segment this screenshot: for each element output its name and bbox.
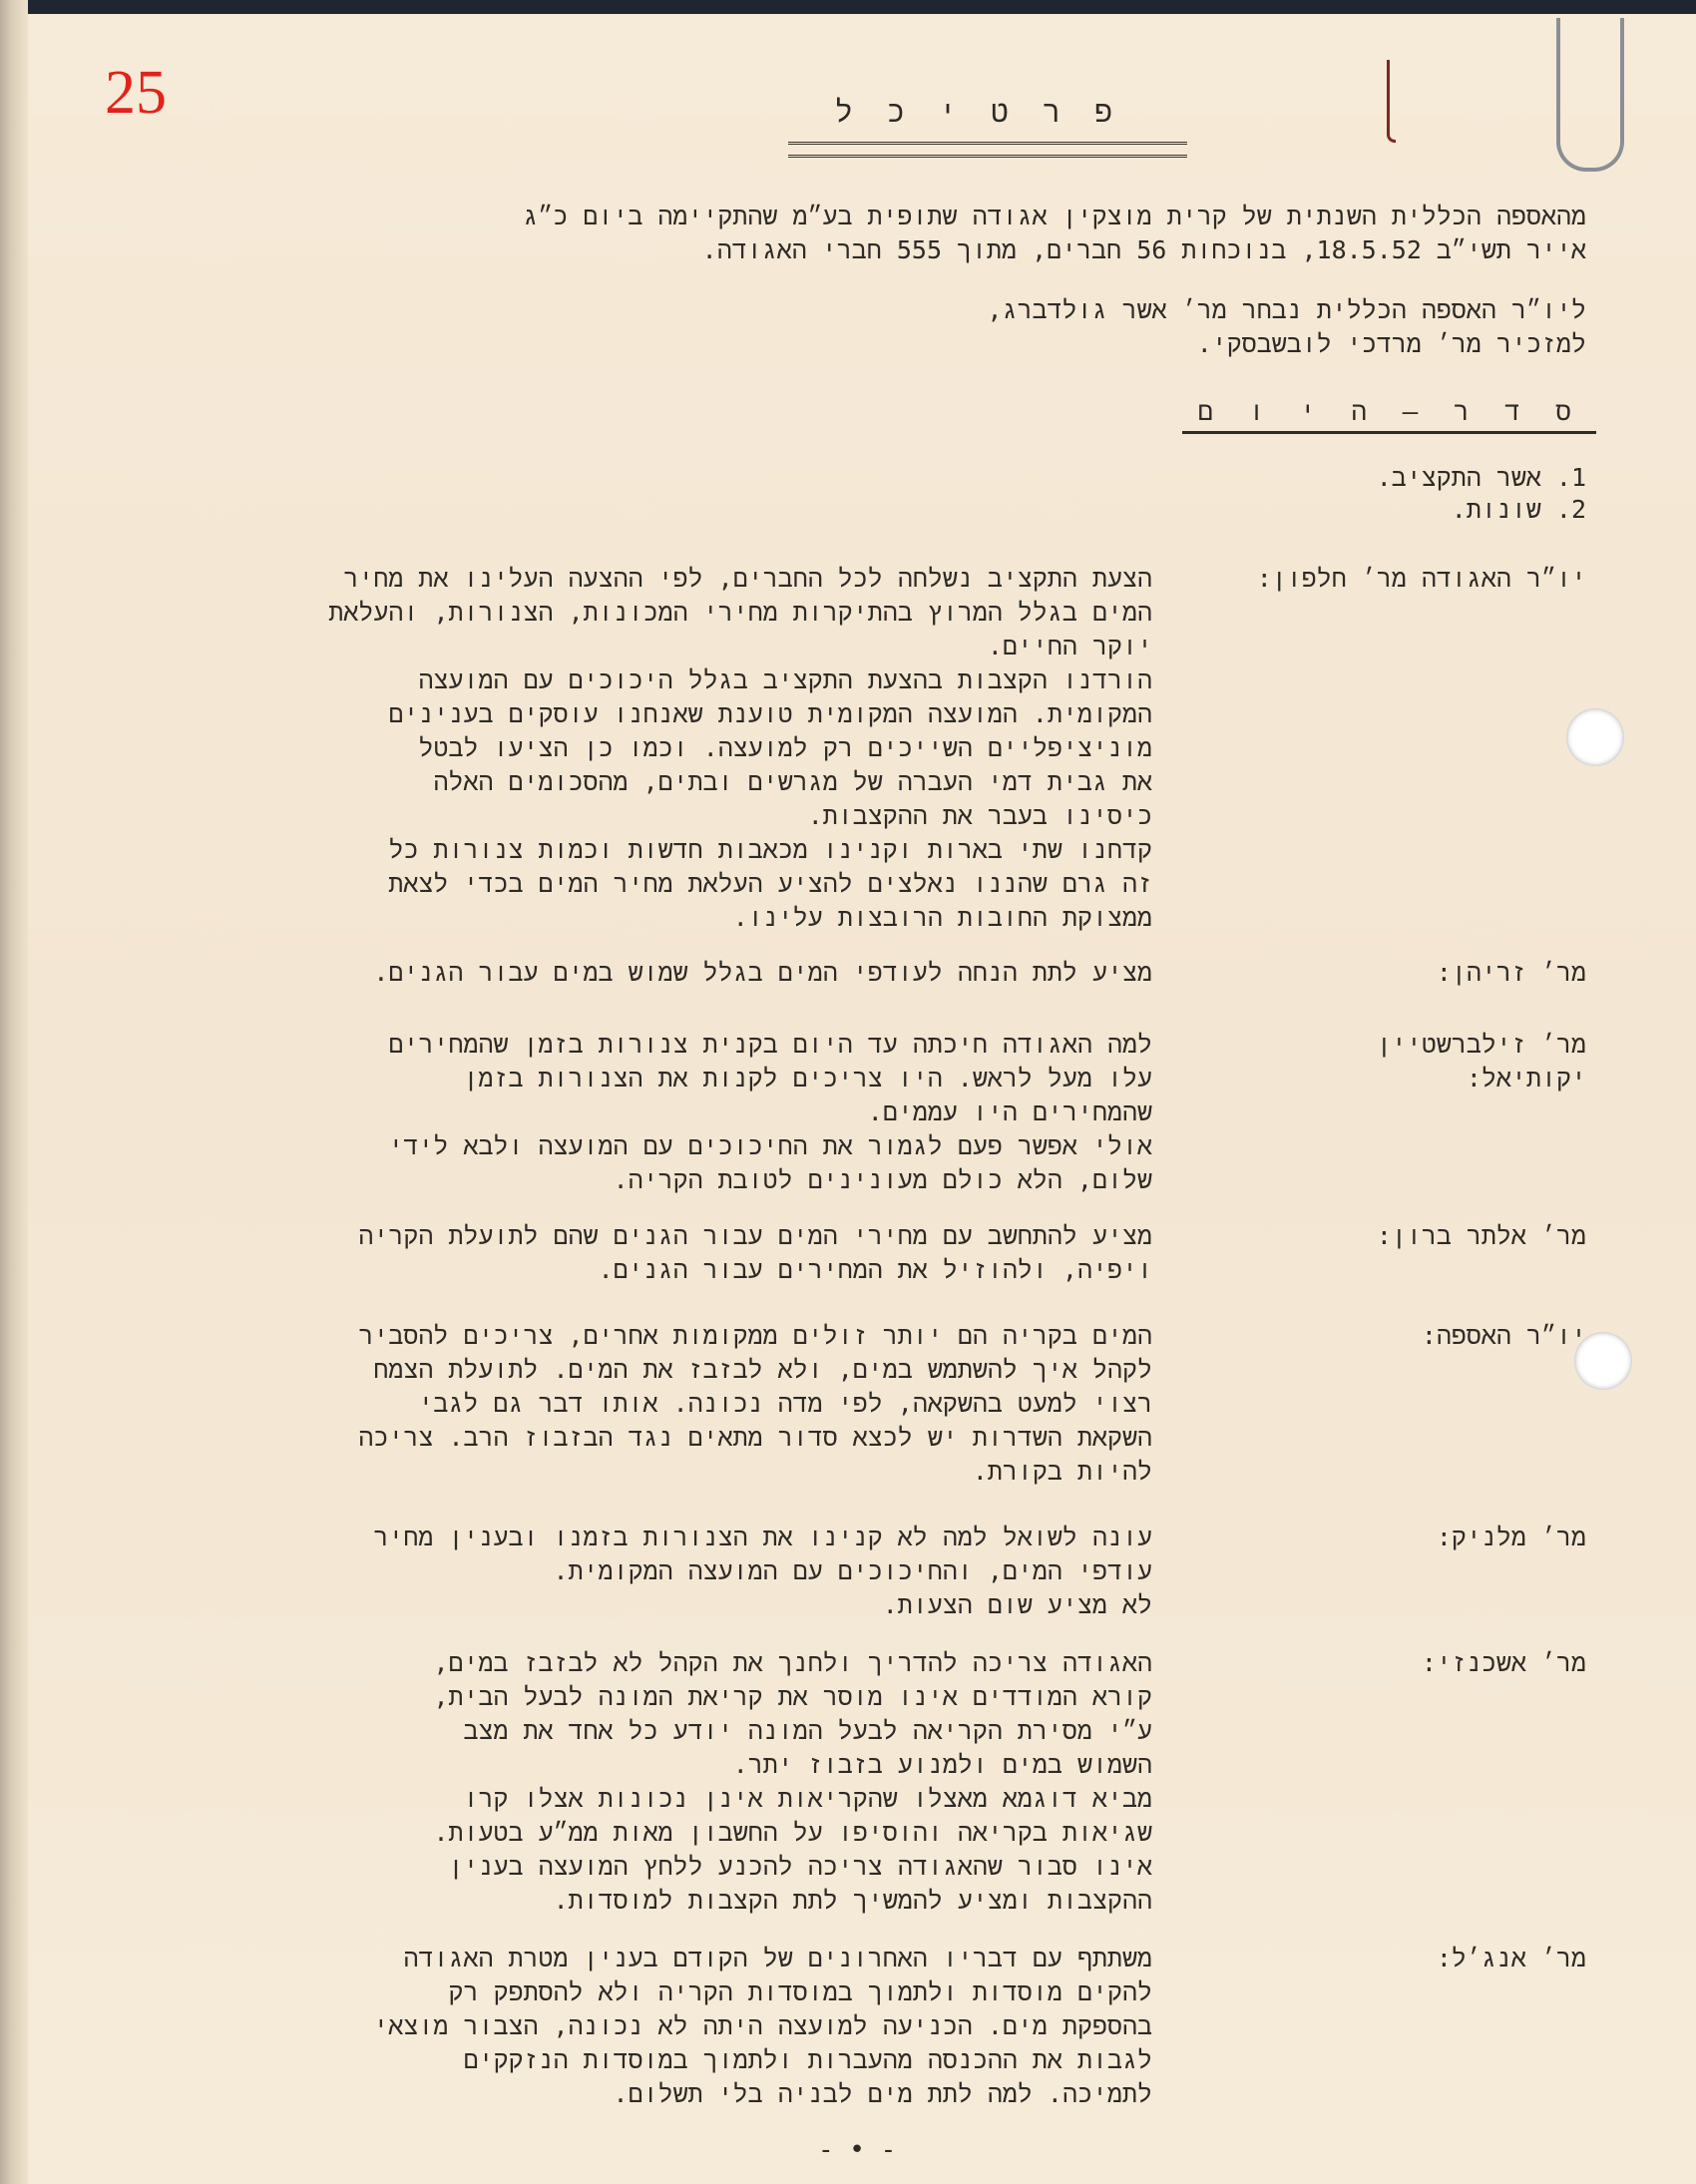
speech-line: משתתף עם דבריו האחרונים של הקודם בענין מטרת האגודה [403,1944,1152,1972]
scan-left-edge [0,0,28,2184]
speech-line: ממצוקת החובות הרובצות עלינו. [732,903,1152,932]
speaker-name-line: מר׳ אנג׳ל: [1436,1944,1586,1972]
speech-line: השקאת השדרות יש לכצא סדור מתאים נגד הבזבוז הרב. צריכה [358,1423,1152,1452]
speaker-name-line: מר׳ אשכנזי: [1421,1648,1586,1677]
speaker-name [1347,1942,1586,1975]
speaker-name [1256,562,1586,596]
speech-line: בהספקת מים. הכניעה למועצה היתה לא נכונה, הצבור מוצאי [373,2011,1152,2040]
speech-line: הורדנו הקצבות בהצעת התקציב בגלל היכוכים עם המועצה [418,665,1152,694]
speech-text [358,1219,1152,1287]
speech-line: יוקר החיים. [987,632,1152,660]
speech-line: האגודה צריכה להדריך ולחנך את הקהל לא לבזבז במים, [433,1648,1152,1677]
speaker-name [1347,1028,1586,1095]
speech-line: מציע לתת הנחה לעודפי המים בגלל שמוש במים עבור הגנים. [373,958,1152,987]
speech-line: ויפיה, ולהוזיל את המחירים עבור הגנים. [598,1255,1152,1284]
speech-line: לגבות את ההכנסה מהעברות ולתמוך במוסדות הנזקקים [463,2045,1152,2074]
speech-line: ע״י מסירת הקריאה לבעל המונה יודע כל אחד את מצב [463,1716,1152,1745]
speech-line: הצעת התקציב נשלחה לכל החברים, לפי ההצעה העלינו את מחיר [343,564,1152,593]
speech-line: המים בקריה הם יותר זולים ממקומות אחרים, צריכים להסביר [358,1321,1152,1350]
speaker-name-line: מר׳ זילברשטיין [1376,1030,1586,1059]
speech-line: להקים מוסדות ולתמוך במוסדות הקריה ולא להסתפק רק [448,1977,1152,2006]
officers-line: למזכיר מר׳ מרדכי לובשבסקי. [1196,329,1586,358]
page-footer-mark: - • - [818,2135,897,2165]
agenda-heading-underline [1182,431,1596,434]
speech-line: להיות בקורת. [972,1457,1152,1486]
intro-line: מהאספה הכללית השנתית של קרית מוצקין אגודה שתופית בע״מ שהתקיימה ביום כ״ג [523,202,1586,230]
speech-line: קדחנו שתי בארות וקנינו מכאבות חדשות וכמות צנורות כל [388,835,1152,864]
speech-line: עלו מעל לראש. היו צריכים לקנות את הצנורות בזמן [463,1064,1152,1092]
title-underline [788,142,1187,158]
speech-line: עונה לשואל למה לא קנינו את הצנורות בזמנו ובענין מחיר [373,1523,1152,1551]
intro-line: אייר תשי״ב 18.5.52, בנוכחות 56 חברים, מתוך 555 חברי האגודה. [701,235,1586,264]
speech-line: מביא דוגמא מאצלו שהקריאות אינן נכונות אצלו קרו [463,1784,1152,1813]
speaker-name-line: מר׳ זריהן: [1436,958,1586,987]
speech-line: שהמחירים היו עממים. [867,1097,1152,1126]
speech-line: שגיאות בקריאה והוסיפו על החשבון מאות ממ״ע בטעות. [433,1818,1152,1847]
agenda-heading: ס ד ר – ה י ו ם [1197,397,1581,427]
speech-line: המים בגלל המרוץ בהתיקרות מחירי המכונות, הצנורות, והעלאת [328,598,1152,627]
speech-line: למה האגודה חיכתה עד היום בקנית צנורות בזמן שהמחירים [388,1030,1152,1059]
speech-line: את גבית דמי העברה של מגרשים ובתים, מהסכומים האלה [433,767,1152,796]
speech-text [433,1646,1152,1918]
speech-line: כיסינו בעבר את ההקצבות. [807,801,1152,830]
speech-line: לתמיכה. למה לתת מים לבניה בלי תשלום. [613,2079,1152,2108]
speech-line: מציע להתחשב עם מחירי המים עבור הגנים שהם לתועלת הקריה [358,1221,1152,1250]
agenda-item: 2. שונות. [1451,495,1586,524]
speaker-name [1347,1219,1586,1253]
speech-line: קורא המודדים אינו מוסר את קריאת המונה לבעל הבית, [433,1682,1152,1711]
speech-line: לא מציע שום הצעות. [882,1590,1152,1619]
officers-line: ליו״ר האספה הכללית נבחר מר׳ אשר גולדברג, [987,295,1586,324]
agenda-item: 1. אשר התקציב. [1376,463,1586,492]
speech-text [373,1521,1152,1622]
speaker-name-line: יו״ר האגודה מר׳ חלפון: [1256,564,1586,593]
speech-line: לקהל איך להשתמש במים, ולא לבזבז את המים. לתועלת הצמח [373,1355,1152,1384]
speech-line: אינו סבור שהאגודה צריכה להכנע ללחץ המועצה בענין [448,1852,1152,1881]
speech-text [328,562,1152,935]
speaker-name [1347,1646,1586,1680]
speech-line: המקומית. המועצה המקומית טוענת שאנחנו עוסקים בענינים [388,699,1152,728]
speech-text [373,1942,1152,2111]
speech-line: מוניציפליים השייכים רק למועצה. וכמו כן הציעו לבטל [418,733,1152,762]
speech-line: שלום, הלא כולם מעונינים לטובת הקריה. [613,1165,1152,1194]
page-number: 25 [105,59,167,127]
speaker-name [1347,1319,1586,1353]
speech-line: זה גרם שהננו נאלצים להציע העלאת מחיר המים בכדי לצאת [388,869,1152,898]
speaker-name-line: יקותיאל: [1466,1064,1586,1092]
speech-line: ההקצבות ומציע להמשיך לתת הקצבות למוסדות. [553,1886,1152,1915]
speaker-name-line: יו״ר האספה: [1421,1321,1586,1350]
paper-clip-icon [1556,18,1624,172]
speech-line: רצוי למעט בהשקאה, לפי מדה נכונה. אותו דבר גם לגבי [418,1389,1152,1418]
speaker-name-line: מר׳ אלתר ברון: [1376,1221,1586,1250]
speaker-name [1347,1521,1586,1554]
speaker-name [1347,956,1586,990]
punch-hole-icon [1566,708,1624,766]
ink-mark [1387,60,1396,143]
page-title: פ ר ט י כ ל [834,95,1121,130]
speech-line: השמוש במים ולמנוע בזבוז יתר. [732,1750,1152,1779]
speech-text [373,956,1152,990]
scan-top-edge [0,0,1696,14]
speech-line: אולי אפשר פעם לגמור את החיכוכים עם המועצה ולבא לידי [388,1131,1152,1160]
speech-text [358,1319,1152,1489]
speaker-name-line: מר׳ מלניק: [1436,1523,1586,1551]
speech-text [388,1028,1152,1197]
speech-line: עודפי המים, והחיכוכים עם המועצה המקומית. [553,1556,1152,1585]
